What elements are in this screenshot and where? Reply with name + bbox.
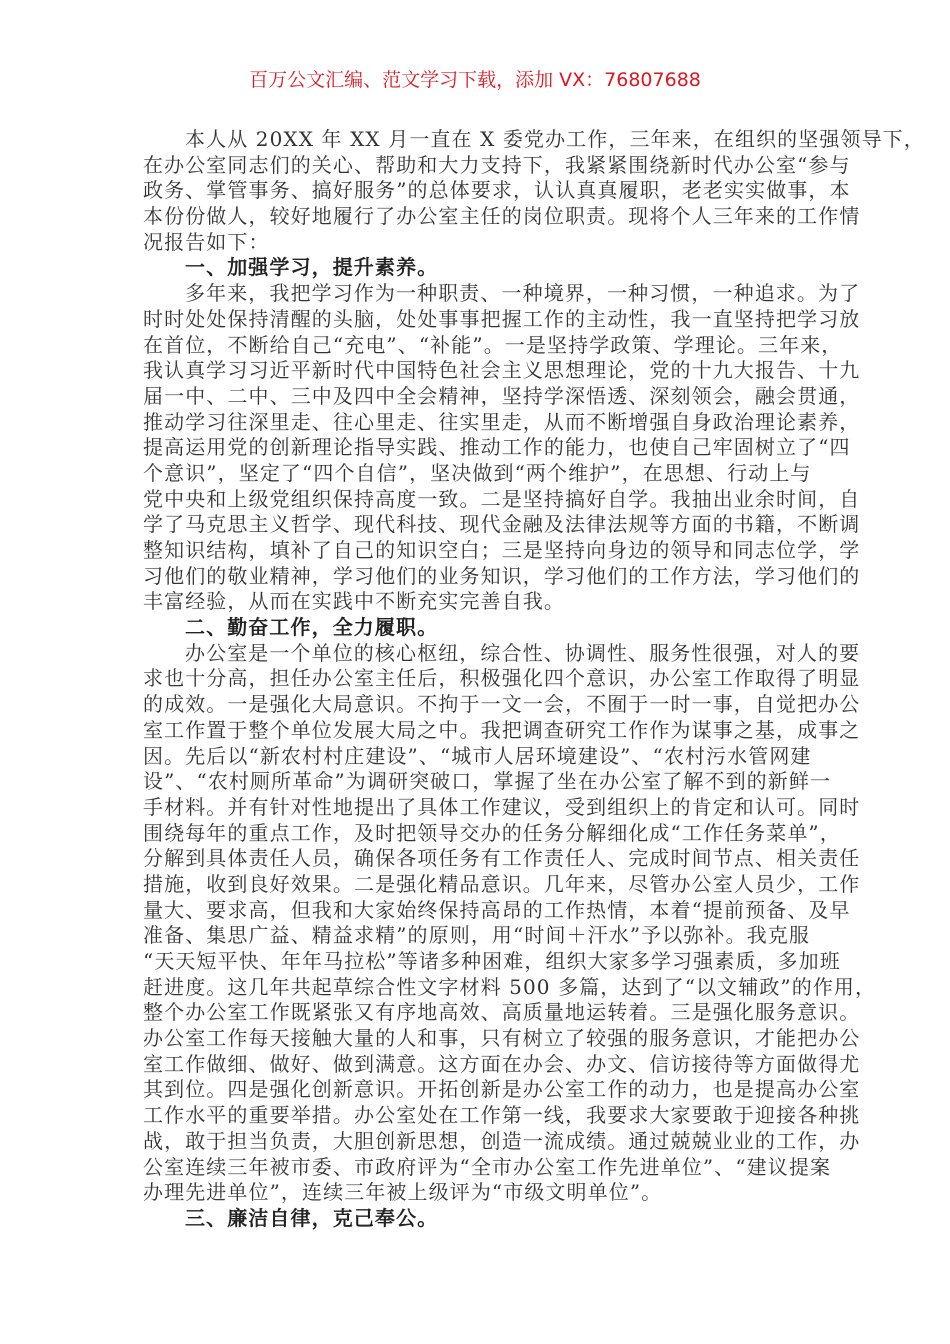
- text-line: 本人从 20XX 年 XX 月一直在 X 委党办工作，三年来，在组织的坚强领导下，: [185, 127, 925, 151]
- section-1: [143, 255, 861, 615]
- text-line: 提高运用党的创新理论指导实践、推动工作的能力，也使自己牢固树立了“四: [143, 435, 851, 460]
- text-line: 措施，收到良好效果。二是强化精品意识。几年来，尽管办公室人员少，工作: [143, 871, 861, 896]
- text-line: 推动学习往深里走、往心里走、往实里走，从而不断增强自身政治理论素养，: [143, 409, 861, 434]
- text-line: 设”、“农村厕所革命”为调研突破口，掌握了坐在办公室了解不到的新鲜一: [143, 769, 832, 794]
- text-line: 党中央和上级党组织保持高度一致。二是坚持搞好自学。我抽出业余时间，自: [143, 486, 861, 511]
- text-line: 室工作置于整个单位发展大局之中。我把调查研究工作作为谋事之基，成事之: [143, 717, 861, 742]
- section-heading: 一、加强学习，提升素养。: [185, 255, 439, 280]
- watermark-banner: 百万公文汇编、范文学习下载，添加 VX：76807688: [249, 69, 701, 91]
- document-body: [143, 127, 925, 1232]
- text-line: 手材料。并有针对性地提出了具体工作建议，受到组织上的肯定和认可。同时: [143, 794, 861, 819]
- text-line: 因。先后以“新农村村庄建设”、“城市人居环境建设”、“农村污水管网建: [143, 743, 812, 768]
- text-line: 工作水平的重要举措。办公室处在工作第一线，我要求大家要敢于迎接各种挑: [143, 1103, 861, 1128]
- text-line: 办公室是一个单位的核心枢纽，综合性、协调性、服务性很强，对人的要: [185, 640, 861, 665]
- text-line: 准备、集思广益、精益求精”的原则，用“时间＋汗水”予以弥补。我克服: [143, 923, 810, 948]
- text-line: 个意识”，坚定了“四个自信”，坚决做到“两个维护”，在思想、行动上与: [143, 460, 812, 485]
- text-line: 学了马克思主义哲学、现代科技、现代金融及法律法规等方面的书籍，不断调: [143, 512, 861, 537]
- text-line: 况报告如下：: [143, 229, 270, 254]
- text-line: 整知识结构，填补了自己的知识空白；三是坚持向身边的领导和同志位学，学: [143, 538, 861, 562]
- text-line: 丰富经验，从而在实践中不断充实完善自我。: [143, 589, 565, 614]
- text-line: 整个办公室工作既紧张又有序地高效、高质量地运转着。三是强化服务意识。: [143, 1000, 861, 1025]
- text-line: 其到位。四是强化创新意识。开拓创新是办公室工作的动力，也是提高办公室: [143, 1077, 861, 1102]
- text-line: 战，敢于担当负责，大胆创新思想，创造一流成绩。通过兢兢业业的工作，办: [143, 1128, 861, 1153]
- text-line: 我认真学习习近平新时代中国特色社会主义思想理论，党的十九大报告、十九: [143, 358, 861, 383]
- section-heading: 二、勤奋工作，全力履职。: [185, 615, 439, 640]
- section-3: [143, 1206, 823, 1232]
- text-line: 分解到具体责任人员，确保各项任务有工作责任人、完成时间节点、相关责任: [143, 846, 861, 871]
- intro-paragraph: [143, 127, 925, 255]
- text-line: 求也十分高，担任办公室主任后，积极强化四个意识，办公室工作取得了明显: [143, 666, 861, 691]
- section-heading: 三、廉洁自律，克己奉公。: [185, 1205, 439, 1230]
- text-line: 政务、掌管事务、搞好服务”的总体要求，认认真真履职，老老实实做事，本: [143, 178, 851, 203]
- text-line: 在首位，不断给自己“充电”、“补能”。一是坚持学政策、学理论。三年来，: [143, 332, 843, 357]
- text-line: 本份份做人，较好地履行了办公室主任的岗位职责。现将个人三年来的工作情: [143, 204, 861, 229]
- text-line: 办理先进单位”，连续三年被上级评为“市级文明单位”。: [143, 1180, 663, 1205]
- text-line: 届一中、二中、三中及四中全会精神，坚持学深悟透、深刻领会，融会贯通，: [143, 383, 861, 408]
- text-line: 室工作做细、做好、做到满意。这方面在办会、办文、信访接待等方面做得尤: [143, 1051, 861, 1076]
- text-line: 在办公室同志们的关心、帮助和大力支持下，我紧紧围绕新时代办公室“参与: [143, 152, 851, 177]
- text-line: 围绕每年的重点工作，及时把领导交办的任务分解细化成“工作任务菜单”，: [143, 820, 841, 845]
- text-line: 赶进度。这几年共起草综合性文字材料 500 多篇，达到了“以文辅政”的作用，: [143, 974, 877, 999]
- text-line: 的成效。一是强化大局意识。不拘于一文一会，不囿于一时一事，自觉把办公: [143, 692, 861, 717]
- section-2: [143, 615, 877, 1206]
- text-line: 时时处处保持清醒的头脑，处处事事把握工作的主动性，我一直坚持把学习放: [143, 306, 861, 331]
- text-line: “天天短平快、年年马拉松”等诸多种困难，组织大家多学习强素质，多加班: [143, 949, 841, 973]
- text-line: 多年来，我把学习作为一种职责、一种境界，一种习惯，一种追求。为了: [185, 281, 861, 306]
- text-line: 量大、要求高，但我和大家始终保持高昂的工作热情，本着“提前预备、及早: [143, 897, 851, 922]
- text-line: 公室连续三年被市委、市政府评为“全市办公室工作先进单位”、“建议提案: [143, 1154, 832, 1179]
- text-line: 习他们的敬业精神，学习他们的业务知识，学习他们的工作方法，学习他们的: [143, 563, 861, 588]
- text-line: 办公室工作每天接触大量的人和事，只有树立了较强的服务意识，才能把办公: [143, 1026, 861, 1051]
